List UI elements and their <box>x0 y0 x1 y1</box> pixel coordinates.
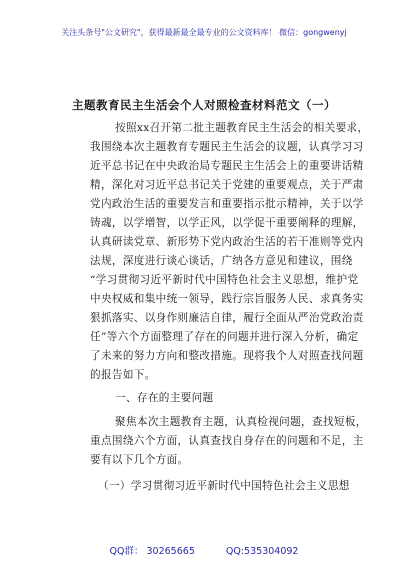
body-line: 按照xx召开第二批主题教育民主生活会的相关要求， <box>115 122 369 134</box>
body-line: 重点围绕六个方面，认真查找自身存在的问题和不足，主 <box>90 435 364 447</box>
footer-contacts <box>0 543 408 557</box>
body-line: 了未来的努力方向和整改措施。现将我个人对照查找问题 <box>90 350 364 362</box>
body-line: 精，深化对习近平总书记关于党建的重要观点，关于严肃 <box>90 179 364 191</box>
body-line: 狠抓落实、以身作则廉洁自律，履行全面从严治党政治责 <box>90 312 364 324</box>
section-heading: 一、存在的主要问题 <box>115 392 214 404</box>
subsection-heading: （一）学习贯彻习近平新时代中国特色社会主义思想 <box>98 480 350 492</box>
body-line: 法规，深度进行谈心谈话，广纳各方意见和建议，围绕 <box>90 255 353 267</box>
body-line: 铸魂，以学增智，以学正风，以学促干重要阐释的理解， <box>90 217 364 229</box>
body-line: “学习贯彻习近平新时代中国特色社会主义思想，维护党 <box>90 274 359 286</box>
body-line: 认真研读党章、新形势下党内政治生活的若干准则等党内 <box>90 236 364 248</box>
body-line: 近平总书记在中央政治局专题民主生活会上的重要讲话精 <box>90 160 364 172</box>
body-line: 党内政治生活的重要发言和重要指示批示精神，关于以学 <box>90 198 364 210</box>
body-line: 聚焦本次主题教育主题，认真检视问题，查找短板， <box>115 416 367 428</box>
footer-qq-group: QQ群： 30265665 <box>109 546 195 557</box>
header-banner: 关注头条号"公文研究"，获得最新最全最专业的公文资料库！ 微信：gongwenyj <box>61 28 347 37</box>
body-line: 的报告如下。 <box>90 369 156 381</box>
body-line: 我围绕本次主题教育专题民主生活会的议题，认真学习习 <box>90 141 364 153</box>
body-line: 中央权威和集中统一领导，践行宗旨服务人民、求真务实 <box>90 293 364 305</box>
body-line: 要有以下几个方面。 <box>90 454 189 466</box>
document-title: 主题教育民主生活会个人对照检查材料范文（一） <box>72 98 336 112</box>
footer-qq-number: QQ:535304092 <box>225 546 299 557</box>
body-line: 任”等六个方面整理了存在的问题并进行深入分析，确定 <box>90 331 359 343</box>
